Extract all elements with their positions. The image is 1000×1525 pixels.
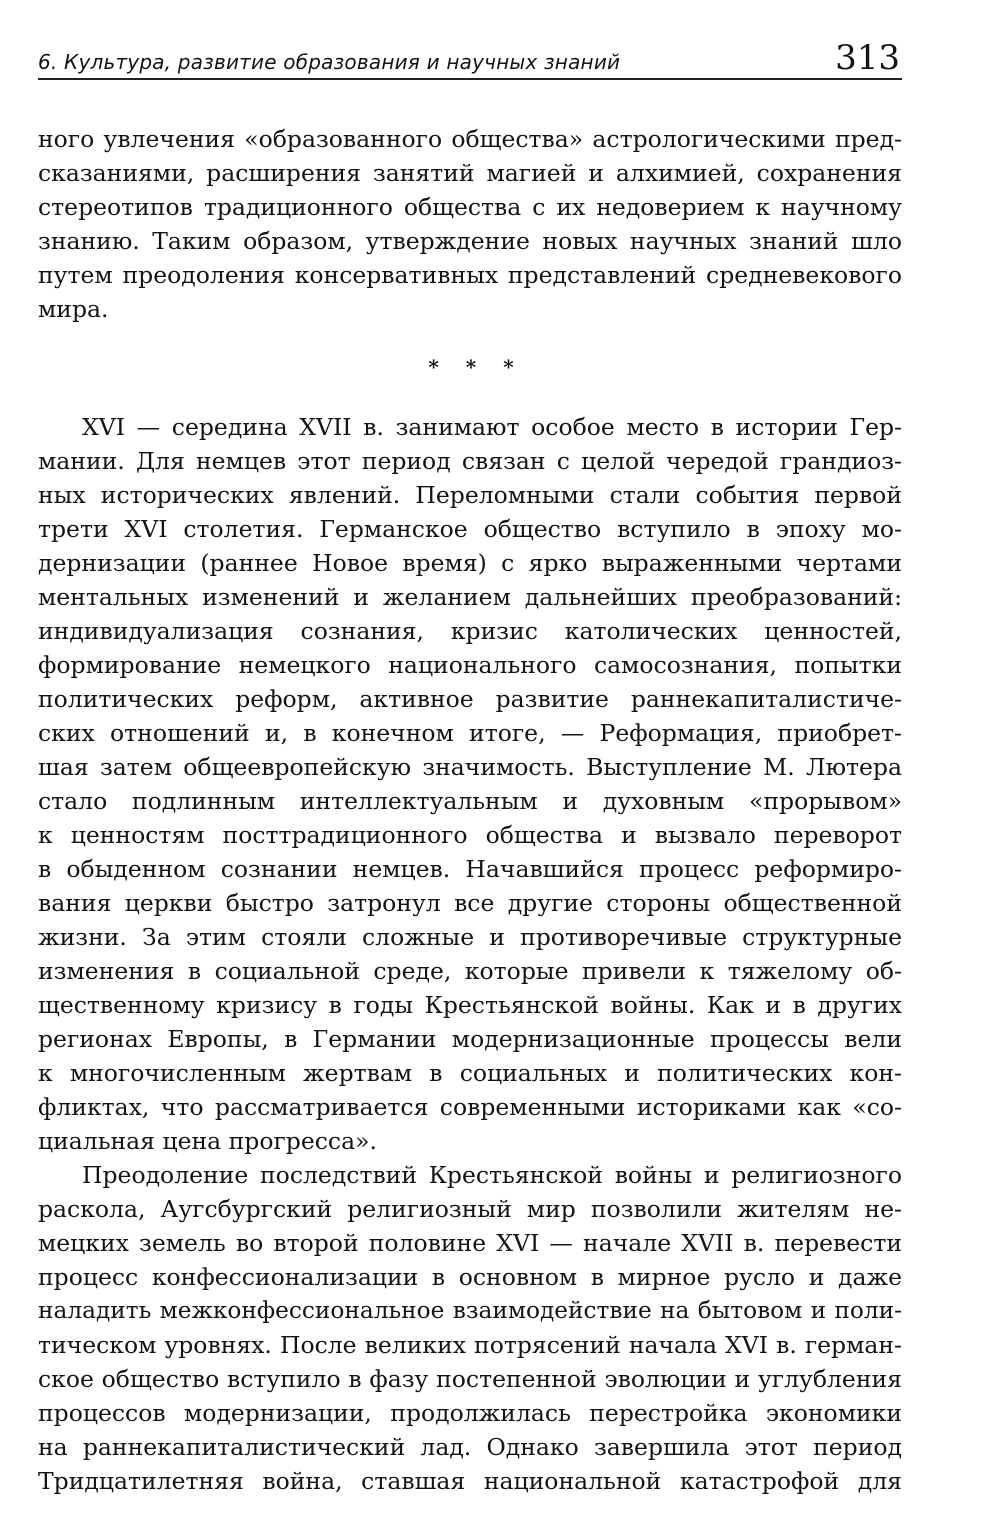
text-line: сказаниями, расширения занятий магией и алхимией, сохранения xyxy=(38,159,902,187)
text-line: стереотипов традиционного общества с их недоверием к научному xyxy=(38,193,902,221)
paragraph-continuation xyxy=(38,122,902,326)
text-line: ных исторических явлений. Переломными стали события первой xyxy=(38,481,902,509)
paragraph-peasant-war-aftermath xyxy=(38,1158,902,1498)
text-line: к многочисленным жертвам в социальных и политических кон- xyxy=(38,1059,902,1087)
text-line: раскола, Аугсбургский религиозный мир позволили жителям не- xyxy=(38,1195,902,1223)
page-number: 313 xyxy=(835,38,900,78)
text-line: вания церкви быстро затронул все другие стороны общественной xyxy=(38,889,902,917)
text-line: мании. Для немцев этот период связан с целой чередой грандиоз- xyxy=(38,447,902,475)
text-line: мецких земель во второй половине XVI — начале XVII в. перевести xyxy=(38,1229,902,1257)
text-line: наладить межконфессиональное взаимодействие на бытовом и поли- xyxy=(38,1297,902,1324)
text-line: циальная цена прогресса». xyxy=(38,1127,377,1155)
text-line: жизни. За этим стояли сложные и противоречивые структурные xyxy=(38,923,902,951)
text-line: Тридцатилетняя война, ставшая национальной катастрофой для xyxy=(38,1467,902,1495)
text-line: Преодоление последствий Крестьянской войны и религиозного xyxy=(82,1161,902,1189)
text-line: формирование немецкого национального самосознания, попытки xyxy=(38,651,902,679)
text-line: в обыденном сознании немцев. Начавшийся процесс реформиро- xyxy=(38,855,902,883)
text-line: к ценностям посттрадиционного общества и вызвало переворот xyxy=(38,821,902,849)
section-separator: * * * xyxy=(428,355,524,379)
book-page xyxy=(38,30,902,1498)
text-line: процессов модернизации, продолжилась перестройка экономики xyxy=(38,1399,902,1427)
text-line: ских отношений и, в конечном итоге, — Реформация, приобрет- xyxy=(38,719,902,747)
text-line: ское общество вступило в фазу постепенной эволюции и углубления xyxy=(38,1365,902,1393)
text-line: тическом уровнях. После великих потрясений начала XVI в. герман- xyxy=(38,1331,902,1359)
chapter-title: 6. Культура, развитие образования и научных знаний xyxy=(38,50,621,74)
text-line: знанию. Таким образом, утверждение новых научных знаний шло xyxy=(38,227,902,255)
text-line: регионах Европы, в Германии модернизационные процессы вели xyxy=(38,1025,902,1053)
text-line: стало подлинным интеллектуальным и духовным «прорывом» xyxy=(38,787,902,815)
text-line: изменения в социальной среде, которые привели к тяжелому об- xyxy=(38,957,902,985)
text-line: фликтах, что рассматривается современными историками как «со- xyxy=(38,1093,902,1121)
text-line: индивидуализация сознания, кризис католических ценностей, xyxy=(38,617,902,645)
text-line: мира. xyxy=(38,295,109,323)
text-line: политических реформ, активное развитие раннекапиталистиче- xyxy=(38,685,902,713)
text-line: путем преодоления консервативных представлений средневекового xyxy=(38,261,902,289)
text-line: трети XVI столетия. Германское общество вступило в эпоху мо- xyxy=(38,515,902,543)
text-line: дернизации (раннее Новое время) с ярко выраженными чертами xyxy=(38,549,902,577)
text-line: ного увлечения «образованного общества» астрологическими пред- xyxy=(38,125,902,153)
text-line: на раннекапиталистический лад. Однако завершила этот период xyxy=(38,1433,902,1461)
running-header xyxy=(38,30,902,80)
text-line: ментальных изменений и желанием дальнейших преобразований: xyxy=(38,583,902,611)
paragraph-germany-16-17-century xyxy=(38,410,902,1158)
text-line: шая затем общеевропейскую значимость. Выступление М. Лютера xyxy=(38,753,902,781)
text-line: XVI — середина XVII в. занимают особое место в истории Гер- xyxy=(82,413,902,441)
text-line: процесс конфессионализации в основном в мирное русло и даже xyxy=(38,1263,902,1291)
text-line: щественному кризису в годы Крестьянской войны. Как и в других xyxy=(38,991,902,1019)
